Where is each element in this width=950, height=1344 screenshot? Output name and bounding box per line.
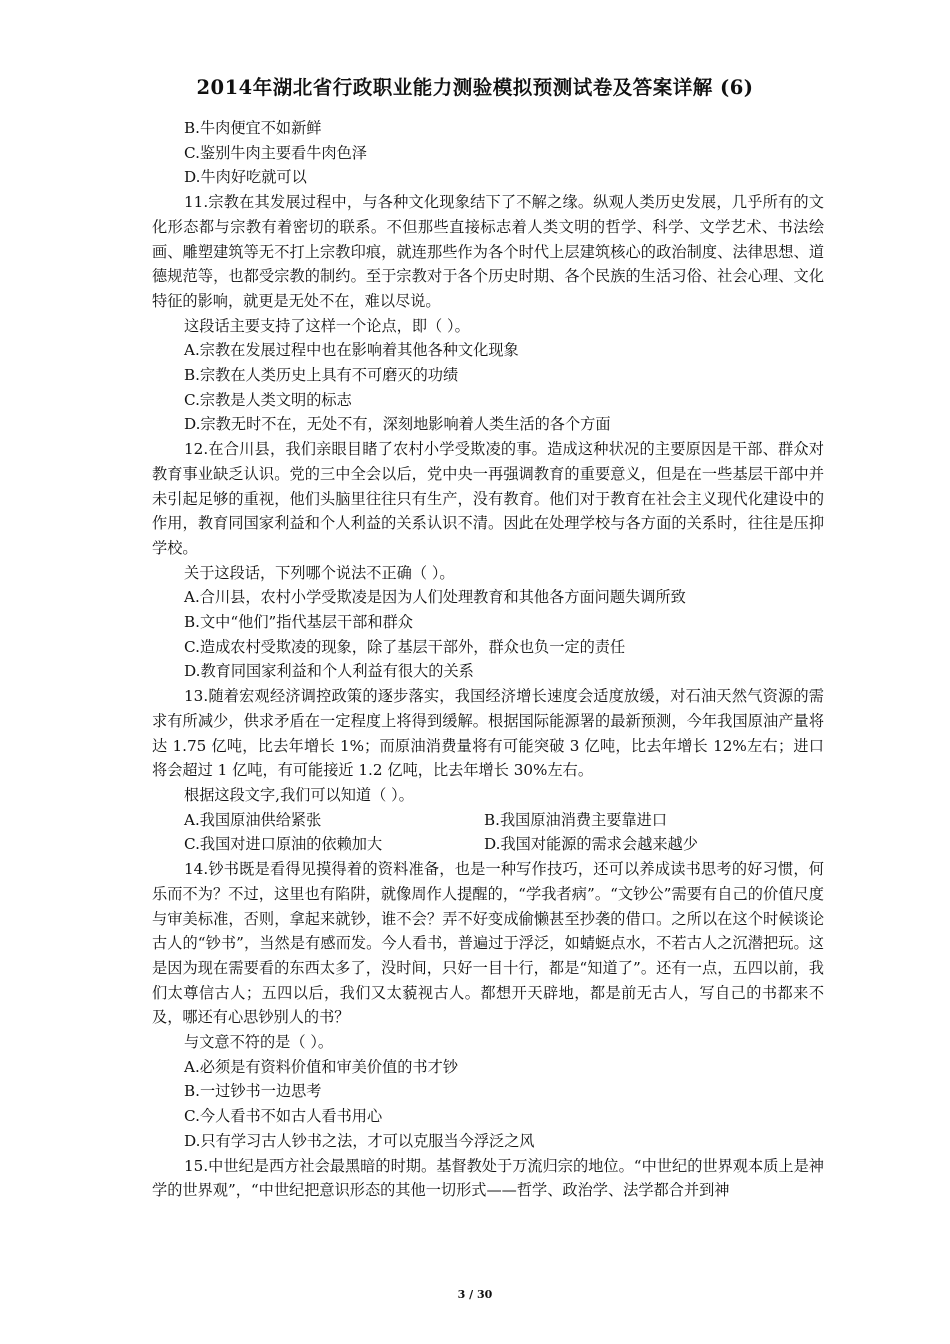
options-row	[152, 808, 824, 833]
option-b: B.宗教在人类历史上具有不可磨灭的功绩	[184, 366, 459, 385]
page-title: 2014年湖北省行政职业能力测验模拟预测试卷及答案详解 (6)	[196, 76, 754, 99]
option-c: C.造成农村受欺凌的现象，除了基层干部外，群众也负一定的责任	[184, 637, 626, 656]
option-b: B.牛肉便宜不如新鲜	[184, 119, 322, 137]
option-d: D.宗教无时不在，无处不有，深刻地影响着人类生活的各个方面	[184, 415, 611, 434]
question-13-prompt: 根据这段文字,我们可以知道（ ）。	[184, 785, 414, 804]
page-number: 3 / 30	[457, 1288, 493, 1301]
option-a: A.合川县，农村小学受欺凌是因为人们处理教育和其他各方面问题失调所致	[184, 588, 686, 607]
option-a: A.我国原油供给紧张	[184, 810, 322, 829]
option-b: B.文中“他们”指代基层干部和群众	[184, 613, 413, 632]
option-d: D.教育同国家利益和个人利益有很大的关系	[184, 662, 474, 681]
option-d: D.我国对能源的需求会越来越少	[484, 835, 698, 854]
options-row	[152, 832, 824, 857]
question-14-passage: 14.钞书既是看得见摸得着的资料准备，也是一种写作技巧，还可以养成读书思考的好习惯，何乐而不为？不过，这里也有陷阱，就像周作人提醒的，“学我者病”。“文钞公”需要有自己的价值尺度与审美标准，否则，拿起来就钞，谁不会？弄不好变成偷懒甚至抄袭的借口。之所以在这个时候谈论古人的“钞书”，当然是有感而发。今人看书，普遍过于浮泛，如蜻蜓点水，不若古人之沉潜把玩。这是因为现在需要看的东西太多了，没时间，只好一目十行，都是“知道了”。还有一点，五四以前，我们太尊信古人；五四以后，我们又太藐视古人。都想开天辟地，都是前无古人，写自己的书都来不及，哪还有心思钞别人的书？	[152, 860, 824, 1027]
question-14-prompt: 与文意不符的是（ ）。	[184, 1033, 334, 1052]
question-13-passage: 13.随着宏观经济调控政策的逐步落实，我国经济增长速度会适度放缓，对石油天然气资源的需求有所减少，供求矛盾在一定程度上将得到缓解。根据国际能源署的最新预测，今年我国原油产量将达 1.75 亿吨，比去年增长 1%；而原油消费量将有可能突破 3 亿吨，比去年增长 12%左右；进口将会超过 1 亿吨，有可能接近 1.2 亿吨，比去年增长 30%左右。	[152, 687, 824, 780]
option-b: B.我国原油消费主要靠进口	[484, 810, 668, 829]
question-12-passage: 12.在合川县，我们亲眼目睹了农村小学受欺凌的事。造成这种状况的主要原因是干部、群众对教育事业缺乏认识。党的三中全会以后，党中央一再强调教育的重要意义，但是在一些基层干部中并未引起足够的重视，他们头脑里往往只有生产，没有教育。他们对于教育在社会主义现代化建设中的作用，教育同国家利益和个人利益的关系认识不清。因此在处理学校与各方面的关系时，往往是压抑学校。	[152, 440, 824, 557]
option-c: C.宗教是人类文明的标志	[184, 390, 352, 409]
option-c: C.今人看书不如古人看书用心	[184, 1107, 383, 1126]
option-c: C.我国对进口原油的依赖加大	[184, 835, 383, 854]
question-11-prompt: 这段话主要支持了这样一个论点，即（ ）。	[184, 316, 470, 335]
option-a: A.宗教在发展过程中也在影响着其他各种文化现象	[184, 341, 519, 360]
question-12-prompt: 关于这段话，下列哪个说法不正确（ ）。	[184, 563, 455, 582]
question-11-passage: 11.宗教在其发展过程中，与各种文化现象结下了不解之缘。纵观人类历史发展，几乎所有的文化形态都与宗教有着密切的联系。不但那些直接标志着人类文明的哲学、科学、文学艺术、书法绘画、雕塑建筑等无不打上宗教印痕，就连那些作为各个时代上层建筑核心的政治制度、法律思想、道德规范等，也都受宗教的制约。至于宗教对于各个历史时期、各个民族的生活习俗、社会心理、文化特征的影响，就更是无处不在，难以尽说。	[152, 193, 824, 310]
option-a: A.必须是有资料价值和审美价值的书才钞	[184, 1057, 458, 1076]
document-body	[152, 116, 824, 1203]
option-c: C.鉴别牛肉主要看牛肉色泽	[184, 143, 367, 162]
option-b: B.一过钞书一边思考	[184, 1082, 322, 1101]
option-d: D.只有学习古人钞书之法，才可以克服当今浮泛之风	[184, 1131, 535, 1150]
option-d: D.牛肉好吃就可以	[184, 168, 307, 187]
question-15-passage: 15.中世纪是西方社会最黑暗的时期。基督教处于万流归宗的地位。“中世纪的世界观本质上是神学的世界观”，“中世纪把意识形态的其他一切形式——哲学、政治学、法学都合并到神	[152, 1156, 824, 1200]
